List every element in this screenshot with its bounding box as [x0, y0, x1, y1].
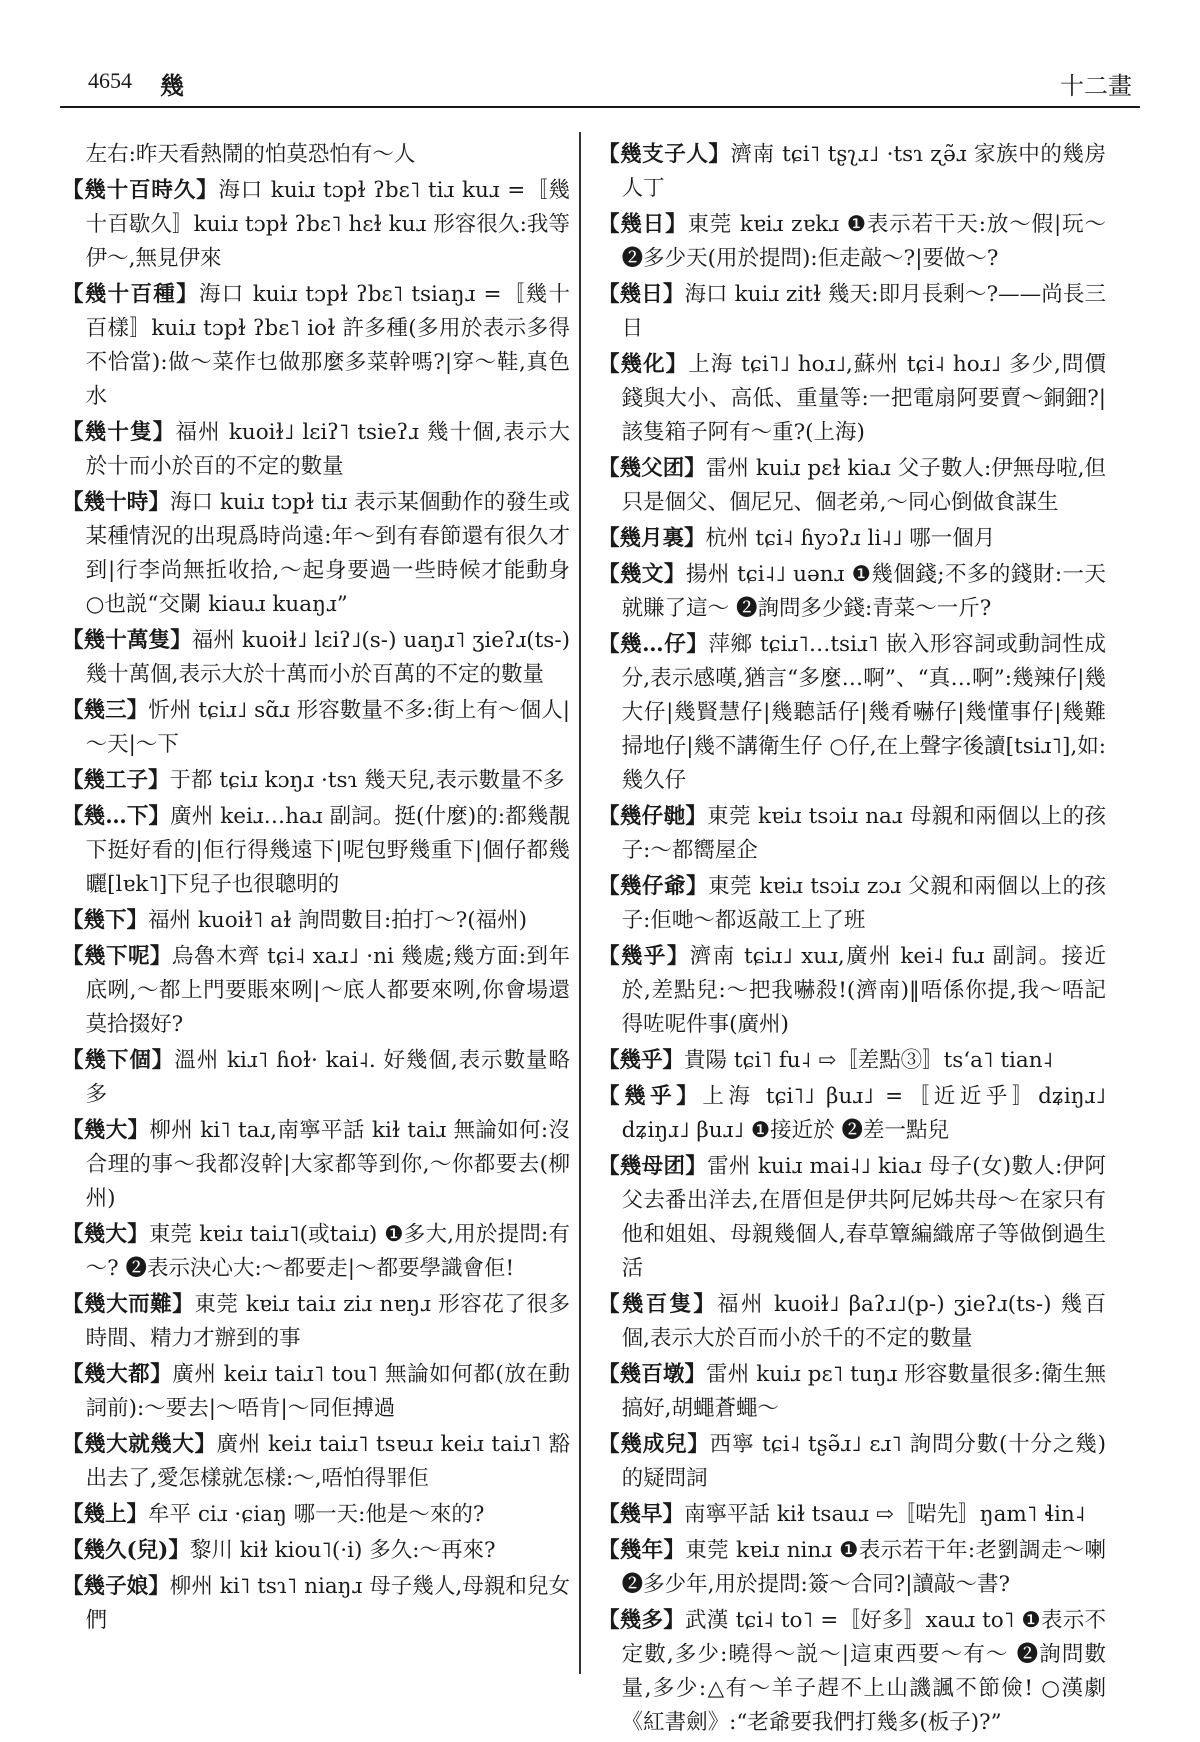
dictionary-entry: [62, 486, 570, 622]
entry-definition: 南寧平話 kiɫ tsauɹ ⇨〚啱先〛ŋam˥ ɬin˨: [684, 1502, 1086, 1527]
entry-definition: 上海 tɕi˥˩ βuɹ˩ =〚近近乎〛dʑiŋɹ˩ dʑiŋɹ˩ βuɹ˩ ❶接近於 ❷差一點兒: [621, 1084, 1106, 1143]
dictionary-entry: [598, 870, 1106, 938]
entry-definition: 雷州 kuiɹ mai˨˩ kiaɹ 母子(女)數人:伊阿父去番出洋去,在厝但是伊共阿尼姊共母～在家只有他和姐姐、母親幾個人,春草簟編織席子等做倒過生活: [621, 1154, 1106, 1281]
dictionary-entry: [62, 1498, 570, 1532]
dictionary-entry: [62, 1288, 570, 1356]
entry-headword: 【幾十百種】: [62, 282, 199, 307]
entry-headword: 【幾大就幾大】: [62, 1432, 217, 1457]
entry-headword: 【幾大】: [62, 1222, 149, 1247]
dictionary-entry: [62, 694, 570, 762]
entry-definition: 濟南 tɕiɹ˩ xuɹ,廣州 kei˨ fuɹ 副詞。接近於,差點兒:～把我嚇殺!(濟南)‖唔係你提,我～唔記得咗呢件事(廣州): [621, 944, 1106, 1037]
entry-headword: 【幾仔毑】: [598, 804, 708, 829]
entry-definition: 東莞 kɐiɹ ninɹ ❶表示若干年:老劉調走～喇 ❷多少年,用於提問:簽～合同?|讀敲～書?: [621, 1538, 1106, 1597]
entry-definition: 東莞 kɐiɹ tsɔiɹ zɔɹ 父親和兩個以上的孩子:佢哋～都返敲工上了班: [621, 874, 1106, 933]
entry-definition: 福州 kuoiɫ˩ lɛiʔ˩(s-) uaŋɹ˥ ʒieʔɹ(ts-) 幾十萬個,表示大於十萬而小於百萬的不定的數量: [85, 628, 570, 687]
dictionary-entry: [62, 624, 570, 692]
dictionary-entry: [598, 558, 1106, 626]
entry-headword: 【幾子娘】: [62, 1574, 170, 1599]
entry-definition: 柳州 ki˥ tsɿ˥ niaŋɹ 母子幾人,母親和兒女們: [85, 1574, 570, 1633]
dictionary-entry: [598, 1358, 1106, 1426]
entry-headword: 【幾年】: [598, 1538, 686, 1563]
entry-definition: 海口 kuiɹ tɔpɫ ʔbɛ˥ tsiaŋɹ =〚幾十百樣〛kuiɹ tɔpɫ ʔbɛ˥ ioɫ 許多種(多用於表示多得不恰當):做～菜作乜做那麼多菜幹嗎?|穿～鞋,真色水: [85, 282, 570, 409]
entry-headword: 【幾化】: [598, 352, 689, 377]
dictionary-entry: [598, 628, 1106, 798]
dictionary-entry: [62, 904, 570, 938]
dictionary-entry: [62, 764, 570, 798]
entry-headword: 【幾母团】: [598, 1154, 708, 1179]
entry-headword: 【幾百隻】: [598, 1292, 718, 1317]
stroke-count-label: 十二畫: [1060, 72, 1132, 100]
left-column: [62, 138, 570, 1640]
entry-definition: 黎川 kiɫ kiou˥(·i) 多久:～再來?: [189, 1538, 496, 1563]
dictionary-entry: [598, 452, 1106, 520]
entry-headword: 【幾大而難】: [62, 1292, 195, 1317]
entry-definition: 濟南 tɕi˥ tʂʅɹ˩ ·tsɿ ʐə̃ɹ 家族中的幾房人丁: [621, 142, 1106, 201]
entry-definition: 牟平 ciɹ ·ɕiaŋ 哪一天:他是～來的?: [148, 1502, 485, 1527]
entry-definition: 海口 kuiɹ zitɫ 幾天:即月長剩～?——尚長三日: [621, 282, 1106, 341]
entry-headword: 【幾下】: [62, 908, 149, 933]
entry-headword: 【幾大】: [62, 1118, 150, 1143]
entry-headword: 【幾三】: [62, 698, 149, 723]
entry-headword: 【幾下個】: [62, 1048, 175, 1073]
dictionary-entry: [598, 1044, 1106, 1078]
right-column: [598, 138, 1106, 1742]
entry-headword: 【幾月裏】: [598, 526, 706, 551]
dictionary-entry: [598, 1604, 1106, 1740]
dictionary-entry: [598, 138, 1106, 206]
entry-definition: 海口 kuiɹ tɔpɫ ʔbɛ˥ tiɹ kuɹ =〚幾十百歇久〛kuiɹ tɔpɫ ʔbɛ˥ hɛɫ kuɹ 形容很久:我等伊～,無見伊來: [85, 178, 570, 271]
dictionary-entry: [62, 1044, 570, 1112]
dictionary-entry: [62, 1114, 570, 1216]
dictionary-entry: [598, 522, 1106, 556]
entry-definition: 左右:昨天看熱鬧的怕莫恐怕有～人: [85, 142, 416, 167]
entry-definition: 廣州 keiɹ taiɹ˥ tsɐuɹ keiɹ taiɹ˥ 豁出去了,愛怎樣就怎樣:～,唔怕得罪佢: [85, 1432, 570, 1491]
dictionary-entry: [598, 1428, 1106, 1496]
dictionary-entry: [62, 940, 570, 1042]
entry-headword: 【幾早】: [598, 1502, 685, 1527]
entry-definition: 溫州 kiɹ˥ ɦoɫ· kai˨. 好幾個,表示數量略多: [85, 1048, 570, 1107]
dictionary-entry: [62, 416, 570, 484]
dictionary-entry: [598, 940, 1106, 1042]
entry-headword: 【幾乎】: [598, 1048, 685, 1073]
entry-definition: 上海 tɕi˥˩ hoɹ˩,蘇州 tɕi˨ hoɹ˩ 多少,問價錢與大小、高低、重量等:一把電扇阿要賣～銅鈿?|該隻箱子阿有～重?(上海): [621, 352, 1106, 445]
entry-headword: 【幾百墩】: [598, 1362, 707, 1387]
entry-headword: 【幾日】: [598, 282, 685, 307]
entry-headword: 【幾多】: [598, 1608, 686, 1633]
entry-headword: 【幾十萬隻】: [62, 628, 192, 653]
entry-headword: 【幾乎】: [598, 1084, 703, 1109]
dictionary-entry: [598, 1498, 1106, 1532]
entry-headword: 【幾大都】: [62, 1362, 173, 1387]
entry-definition: 福州 kuoiɫ˥ aɫ 詢問數目:拍打～?(福州): [148, 908, 528, 933]
entry-definition: 雷州 kuiɹ pɛɫ kiaɹ 父子數人:伊無母啦,但只是個父、個尼兄、個老弟,～同心倒做食謀生: [621, 456, 1106, 515]
entry-definition: 烏魯木齊 tɕi˨ xaɹ˩ ·ni 幾處;幾方面:到年底咧,～都上門要賬來咧|～底人都要來咧,你會場還莫拾掇好?: [85, 944, 570, 1037]
entry-definition: 海口 kuiɹ tɔpɫ tiɹ 表示某個動作的發生或某種情況的出現爲時尚遠:年～到有春節還有很久才到|行李尚無拞收拾,～起身要過一些時候才能動身 ○也説“交闌 kiauɹ kuaŋɹ”: [85, 490, 570, 617]
dictionary-entry: [62, 174, 570, 276]
entry-definition: 西寧 tɕi˨ tʂə̃ɹ˩ ɛɹ˥ 詢問分數(十分之幾)的疑問詞: [621, 1432, 1106, 1491]
dictionary-entry: [62, 1570, 570, 1638]
entry-headword: 【幾乎】: [598, 944, 690, 969]
entry-headword: 【幾…下】: [62, 804, 171, 829]
entry-headword: 【幾文】: [598, 562, 686, 587]
page-header: [60, 62, 1140, 108]
entry-headword: 【幾上】: [62, 1502, 149, 1527]
entry-definition: 柳州 ki˥ taɹ,南寧平話 kiɫ taiɹ 無論如何:沒合理的事～我都沒幹|大家都等到你,～你都要去(柳州): [85, 1118, 570, 1211]
entry-definition: 揚州 tɕi˨˩ uənɹ ❶幾個錢;不多的錢財:一天就賺了這～ ❷詢問多少錢:青菜～一斤?: [621, 562, 1106, 621]
entry-headword: 【幾…仔】: [598, 632, 709, 657]
entry-definition: 福州 kuoiɫ˩ lɛiʔ˥ tsieʔɹ 幾十個,表示大於十而小於百的不定的數量: [85, 420, 570, 479]
dictionary-entry: [62, 278, 570, 414]
page-number: 4654: [88, 68, 132, 93]
header-character: 幾: [160, 71, 184, 100]
dictionary-entry: [598, 1534, 1106, 1602]
entry-headword: 【幾父团】: [598, 456, 706, 481]
dictionary-entry: [598, 1288, 1106, 1356]
dictionary-entry: [62, 1534, 570, 1568]
dictionary-entry: [598, 1150, 1106, 1286]
entry-headword: 【幾成兒】: [598, 1432, 710, 1457]
dictionary-entry: [598, 278, 1106, 346]
dictionary-entry: [598, 800, 1106, 868]
entry-definition: 廣州 keiɹ taiɹ˥ tou˥ 無論如何都(放在動詞前):～要去|～唔肯|～同佢搏過: [85, 1362, 570, 1421]
entry-headword: 【幾仔爺】: [598, 874, 709, 899]
entry-definition: 廣州 keiɹ…haɹ 副詞。挺(什麼)的:都幾靚下挺好看的|佢行得幾遠下|呢包野幾重下|個仔都幾曬[lɐk˥]下兒子也很聰明的: [85, 804, 570, 897]
entry-definition: 武漢 tɕi˨ to˥ =〚好多〛xauɹ to˥ ❶表示不定數,多少:曉得～説～|這東西要～有～ ❷詢問數量,多少:△有～羊子趕不上山譏諷不節儉! ○漢劇《紅書劍》:“老爺要我們打幾多(板子)?”: [621, 1608, 1106, 1735]
entry-definition: 萍鄉 tɕiɹ˥…tsiɹ˥ 嵌入形容詞或動詞性成分,表示感嘆,猶言“多麼…啊”、“真…啊”:幾辣仔|幾大仔|幾賢慧仔|幾聽話仔|幾肴嚇仔|幾懂事仔|幾難掃地仔|幾不講衛生仔 ○仔,在上聲字後讀[tsiɹ˥],如:幾久仔: [621, 632, 1106, 793]
column-divider: [579, 132, 581, 1674]
dictionary-entry: [62, 800, 570, 902]
entry-definition: 忻州 tɕiɹ˩ sɑ̃ɹ 形容數量不多:街上有～個人|～天|～下: [85, 698, 570, 757]
entry-definition: 東莞 kɐiɹ zɐkɹ ❶表示若干天:放～假|玩～ ❷多少天(用於提問):佢走敲～?|要做～?: [621, 212, 1106, 271]
dictionary-entry: [62, 138, 570, 172]
entry-headword: 【幾工子】: [62, 768, 170, 793]
entry-headword: 【幾十百時久】: [62, 178, 219, 203]
entry-definition: 于都 tɕiɹ kɔŋɹ ·tsɿ 幾天兒,表示數量不多: [169, 768, 565, 793]
entry-headword: 【幾下呢】: [62, 944, 172, 969]
dictionary-entry: [598, 1080, 1106, 1148]
dictionary-entry: [62, 1218, 570, 1286]
entry-definition: 貴陽 tɕi˥ fu˨ ⇨〚差點③〛tsʻa˥ tian˨: [684, 1048, 1054, 1073]
entry-headword: 【幾十時】: [62, 490, 170, 515]
dictionary-entry: [598, 208, 1106, 276]
entry-definition: 東莞 kɐiɹ tsɔiɹ naɹ 母親和兩個以上的孩子:～都嚮屋企: [621, 804, 1106, 863]
dictionary-entry: [598, 348, 1106, 450]
entry-headword: 【幾久(兒)】: [62, 1538, 190, 1563]
entry-definition: 杭州 tɕi˨ ɦyɔʔɹ li˨˩ 哪一個月: [705, 526, 996, 551]
entry-definition: 東莞 kɐiɹ taiɹ˥(或taiɹ) ❶多大,用於提問:有～? ❷表示決心大:～都要走|～都要學識會佢!: [85, 1222, 570, 1281]
entry-definition: 雷州 kuiɹ pɛ˥ tuŋɹ 形容數量很多:衛生無搞好,胡蠅蒼蠅～: [621, 1362, 1106, 1421]
entry-headword: 【幾支子人】: [598, 142, 731, 167]
entry-definition: 東莞 kɐiɹ taiɹ ziɹ nɐŋɹ 形容花了很多時間、精力才辦到的事: [85, 1292, 570, 1351]
entry-headword: 【幾十隻】: [62, 420, 176, 445]
dictionary-entry: [62, 1358, 570, 1426]
dictionary-entry: [62, 1428, 570, 1496]
entry-headword: 【幾日】: [598, 212, 688, 237]
entry-definition: 福州 kuoiɫ˩ βaʔɹ˩(p-) ʒieʔɹ(ts-) 幾百個,表示大於百而小於千的不定的數量: [621, 1292, 1106, 1351]
